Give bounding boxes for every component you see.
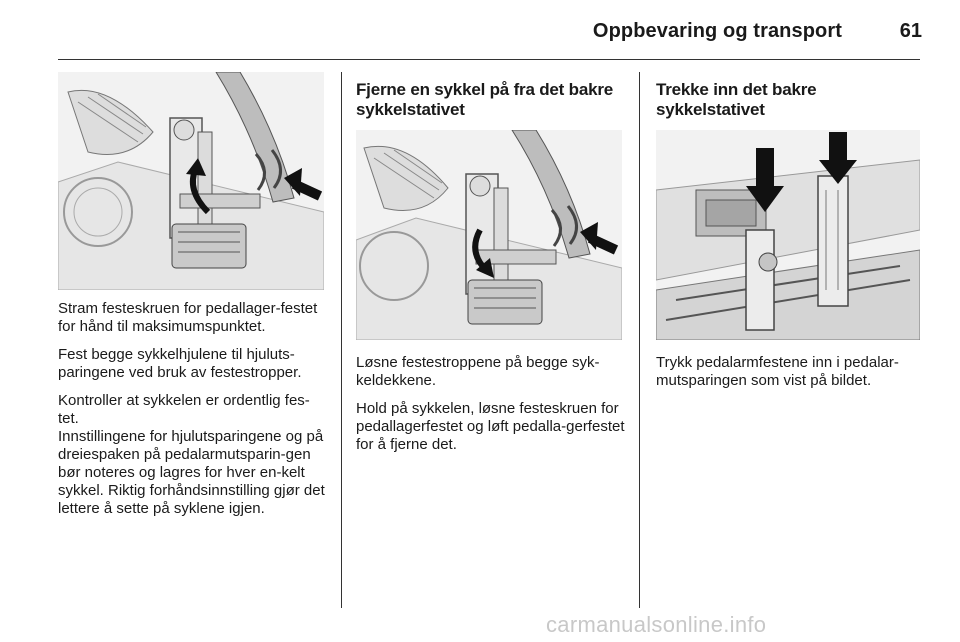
page-header (0, 14, 960, 54)
watermark: carmanualsonline.info (546, 612, 767, 637)
section-heading: Trekke inn det bakre sykkelstativet (656, 80, 817, 119)
paragraph: Kontroller at sykkelen er ordentlig fes-tet. (58, 392, 310, 427)
paragraph: Innstillingene for hjulutsparingene og på dreiespaken på pedalarmutsparin-gen bør noteres og lagres for hver en-kelt sykkel. Riktig forhåndsinnstilling gjør det lettere å sette på syklene igjen. (58, 428, 325, 517)
retract-carrier-illustration (656, 130, 920, 340)
page-number: 61 (899, 20, 922, 42)
page-title: Oppbevaring og transport (592, 20, 842, 42)
header-rule (58, 59, 920, 60)
paragraph: Stram festeskruen for pedallager-festet for hånd til maksimumspunktet. (58, 300, 318, 335)
section-heading: Fjerne en sykkel på fra det bakre sykkelstativet (356, 80, 614, 119)
paragraph: Løsne festestroppene på begge syk-keldekkene. (356, 354, 600, 389)
paragraph: Fest begge sykkelhjulene til hjuluts-paringene ved bruk av festestropper. (58, 346, 302, 381)
column-divider (639, 72, 640, 608)
pedal-mount-tighten-illustration (58, 72, 324, 290)
paragraph: Hold på sykkelen, løsne festeskruen for pedallagerfestet og løft pedalla-gerfestet for å fjerne det. (356, 400, 625, 453)
pedal-mount-loosen-illustration (356, 130, 622, 340)
paragraph: Trykk pedalarmfestene inn i pedalar-mutsparingen som vist på bildet. (656, 354, 899, 389)
column-divider (341, 72, 342, 608)
